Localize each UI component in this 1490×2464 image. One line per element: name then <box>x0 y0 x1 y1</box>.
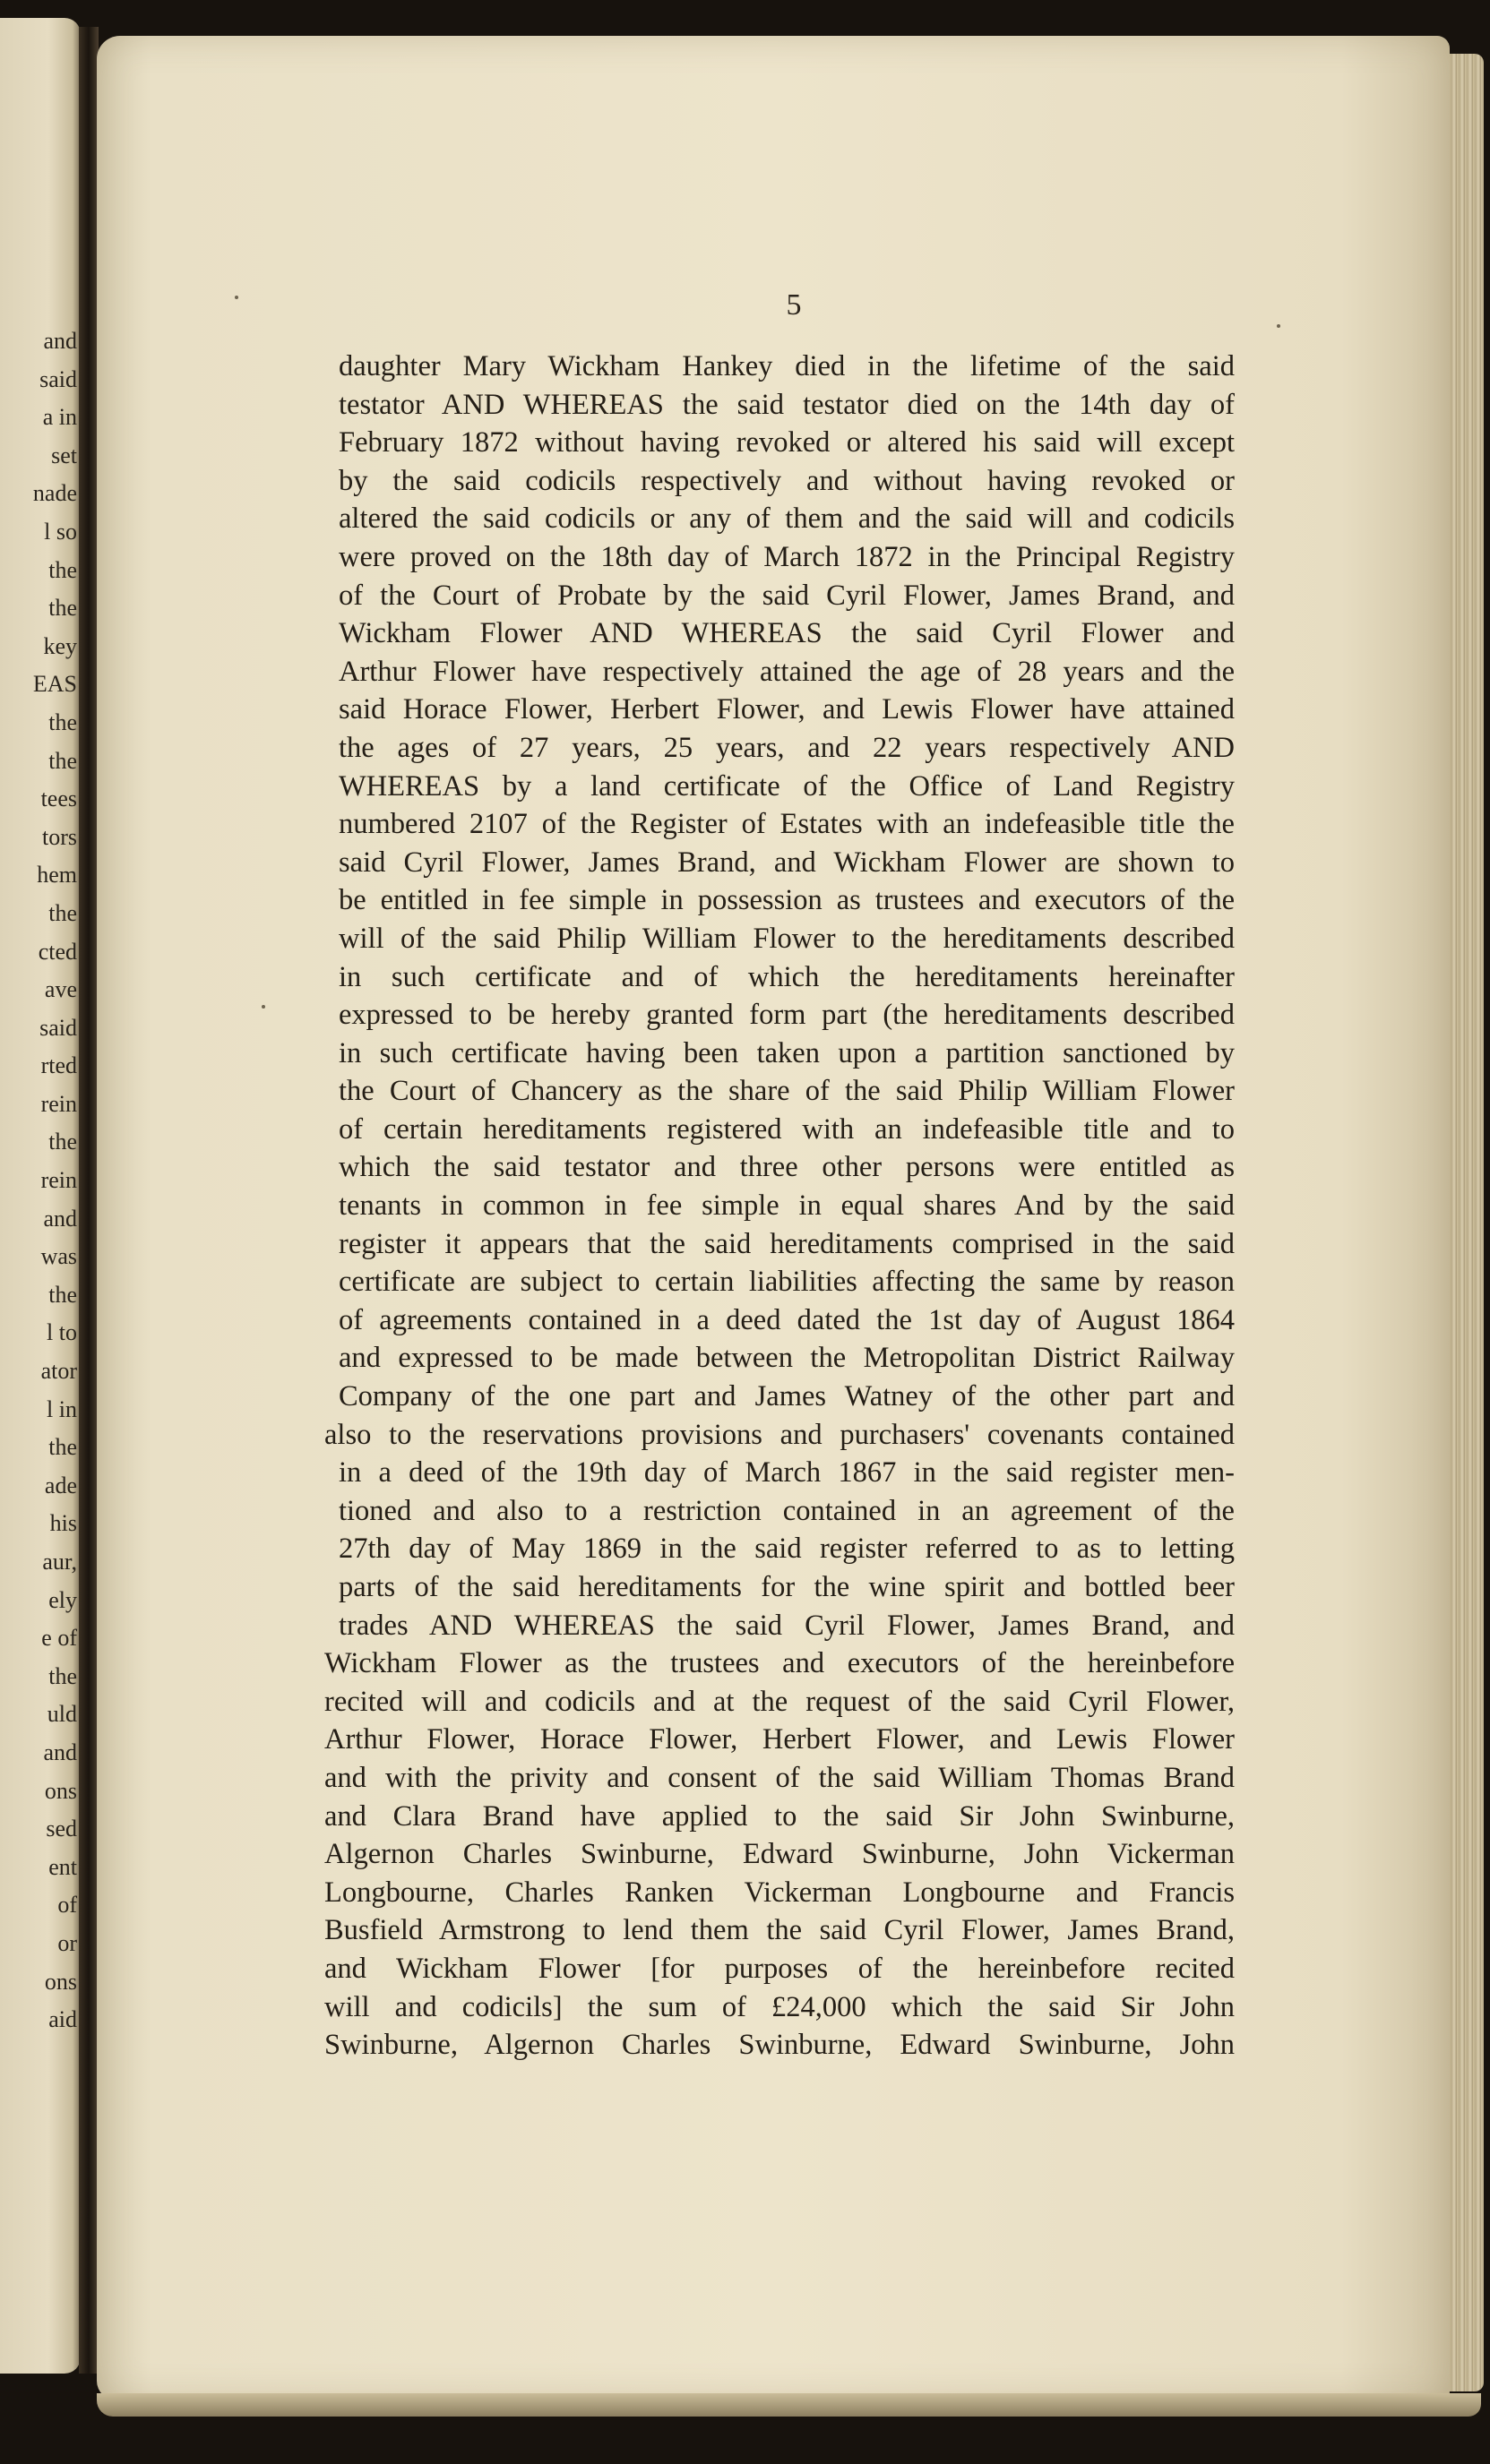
left-page-fragment: rein <box>40 1167 77 1194</box>
left-page-fragment: ator <box>40 1358 77 1385</box>
left-page-fragment: the <box>48 1281 77 1308</box>
text-line: and Wickham Flower [for purposes of the hereinbefore recited <box>324 1952 1235 1985</box>
text-line: expressed to be hereby granted form part (the hereditaments described <box>339 999 1235 1032</box>
text-line: the ages of 27 years, 25 years, and 22 years respectively AND <box>339 731 1235 764</box>
page-number: 5 <box>786 288 802 322</box>
text-line: will of the said Philip William Flower to the hereditaments described <box>339 922 1235 955</box>
left-page-fragment: ade <box>44 1472 77 1498</box>
left-page-fragment: l to <box>47 1319 77 1346</box>
left-page-fragment: said <box>39 1014 77 1041</box>
text-line: Company of the one part and James Watney of the other part and <box>339 1380 1235 1413</box>
text-line: Arthur Flower have respectively attained the age of 28 years and the <box>339 655 1235 688</box>
left-page-fragment: e of <box>41 1625 77 1652</box>
left-page-fragment: aur, <box>42 1549 77 1575</box>
left-page-fragment: the <box>48 1434 77 1461</box>
text-line: altered the said codicils or any of them and the said will and codicils <box>339 502 1235 536</box>
left-page-fragment: ave <box>44 976 77 1003</box>
page-bottom-edge <box>97 2393 1481 2417</box>
text-line: Arthur Flower, Horace Flower, Herbert Flower, and Lewis Flower <box>324 1723 1235 1756</box>
left-page-text-fragments <box>0 322 81 2039</box>
paper-speck <box>262 1005 265 1009</box>
left-page-fragment: the <box>48 556 77 583</box>
left-page-fragment: rein <box>40 1090 77 1117</box>
left-page-fragment: aid <box>48 2006 77 2033</box>
left-page-fragment: and <box>43 328 77 354</box>
text-line: February 1872 without having revoked or altered his said will except <box>339 426 1235 459</box>
book-gutter <box>79 27 99 2374</box>
text-line: trades AND WHEREAS the said Cyril Flower, James Brand, and <box>339 1609 1235 1642</box>
text-line: which the said testator and three other persons were entitled as <box>339 1151 1235 1184</box>
left-page-fragment: the <box>48 595 77 622</box>
text-line: Algernon Charles Swinburne, Edward Swinburne, John Vickerman <box>324 1838 1235 1871</box>
text-line: WHEREAS by a land certificate of the Office of Land Registry <box>339 769 1235 803</box>
text-line: of the Court of Probate by the said Cyril Flower, James Brand, and <box>339 579 1235 612</box>
left-page-fragment: tees <box>40 786 77 812</box>
text-line: in such certificate having been taken upon a partition sanctioned by <box>339 1036 1235 1069</box>
text-line: of agreements contained in a deed dated the 1st day of August 1864 <box>339 1303 1235 1336</box>
left-page-fragment: sed <box>46 1816 77 1842</box>
left-page-fragment: tors <box>42 823 77 850</box>
left-page-fragment: said <box>39 365 77 392</box>
left-page-fragment: l in <box>47 1395 77 1422</box>
left-page-fragment: the <box>48 899 77 926</box>
text-line: said Horace Flower, Herbert Flower, and Lewis Flower have attained <box>339 693 1235 726</box>
text-line: also to the reservations provisions and purchasers' covenants contained <box>324 1418 1235 1451</box>
left-page-fragment: l so <box>44 518 77 545</box>
text-line: parts of the said hereditaments for the wine spirit and bottled beer <box>339 1571 1235 1603</box>
left-page-fragment: was <box>40 1243 77 1270</box>
text-line: Wickham Flower as the trustees and executors of the hereinbefore <box>324 1647 1235 1680</box>
text-line: the Court of Chancery as the share of the said Philip William Flower <box>339 1075 1235 1108</box>
left-page-fragment: a in <box>42 404 77 431</box>
left-page-fragment: cted <box>38 938 77 965</box>
left-page-fragment: of <box>57 1892 77 1919</box>
paper-speck <box>235 296 238 299</box>
text-line: Wickham Flower AND WHEREAS the said Cyril Flower and <box>339 617 1235 650</box>
text-line: by the said codicils respectively and without having revoked or <box>339 464 1235 497</box>
left-page-fragment: his <box>49 1510 77 1537</box>
text-line: tenants in common in fee simple in equal shares And by the said <box>339 1189 1235 1223</box>
body-text <box>324 348 1235 2065</box>
text-line: in a deed of the 19th day of March 1867 in the said register men- <box>339 1456 1235 1490</box>
text-line: Swinburne, Algernon Charles Swinburne, Edward Swinburne, John <box>324 2029 1235 2062</box>
left-page-fragment: and <box>43 1205 77 1232</box>
text-line: of certain hereditaments registered with an indefeasible title and to <box>339 1112 1235 1146</box>
text-line: be entitled in fee simple in possession as trustees and executors of the <box>339 884 1235 917</box>
left-page-fragment: or <box>57 1929 77 1956</box>
left-page-fragment: rted <box>40 1052 77 1079</box>
left-page-fragment: ely <box>48 1586 77 1613</box>
text-line: and Clara Brand have applied to the said Sir John Swinburne, <box>324 1799 1235 1833</box>
text-line: will and codicils] the sum of £24,000 which the said Sir John <box>324 1990 1235 2023</box>
left-page-fragment: ons <box>44 1777 77 1804</box>
text-line: testator AND WHEREAS the said testator died on the 14th day of <box>339 388 1235 421</box>
text-line: tioned and also to a restriction contained in an agreement of the <box>339 1494 1235 1527</box>
left-page-fragment: ons <box>44 1968 77 1995</box>
text-line: Busfield Armstrong to lend them the said Cyril Flower, James Brand, <box>324 1914 1235 1947</box>
text-line: and with the privity and consent of the said William Thomas Brand <box>324 1761 1235 1794</box>
left-page-fragment: the <box>48 747 77 774</box>
left-page-fragment: set <box>51 442 77 468</box>
text-line: numbered 2107 of the Register of Estates with an indefeasible title the <box>339 808 1235 841</box>
left-page <box>0 18 81 2374</box>
text-line: Longbourne, Charles Ranken Vickerman Longbourne and Francis <box>324 1876 1235 1909</box>
text-line: and expressed to be made between the Metropolitan District Railway <box>339 1342 1235 1375</box>
left-page-fragment: hem <box>37 862 77 889</box>
text-line: were proved on the 18th day of March 1872 in the Principal Registry <box>339 540 1235 573</box>
text-line: daughter Mary Wickham Hankey died in the lifetime of the said <box>339 350 1235 382</box>
left-page-fragment: the <box>48 708 77 735</box>
text-line: recited will and codicils and at the request of the said Cyril Flower, <box>324 1685 1235 1718</box>
left-page-fragment: key <box>43 632 77 659</box>
left-page-fragment: the <box>48 1129 77 1155</box>
text-line: said Cyril Flower, James Brand, and Wickham Flower are shown to <box>339 846 1235 879</box>
left-page-fragment: EAS <box>32 671 77 698</box>
text-line: certificate are subject to certain liabilities affecting the same by reason <box>339 1266 1235 1299</box>
left-page-fragment: uld <box>47 1701 77 1728</box>
left-page-fragment: nade <box>32 480 77 507</box>
left-page-fragment: and <box>43 1739 77 1765</box>
paper-speck <box>1277 324 1280 328</box>
text-line: register it appears that the said hereditaments comprised in the said <box>339 1227 1235 1260</box>
text-line: in such certificate and of which the hereditaments hereinafter <box>339 960 1235 993</box>
left-page-fragment: the <box>48 1662 77 1689</box>
text-line: 27th day of May 1869 in the said register referred to as to letting <box>339 1532 1235 1566</box>
left-page-fragment: ent <box>48 1853 77 1880</box>
